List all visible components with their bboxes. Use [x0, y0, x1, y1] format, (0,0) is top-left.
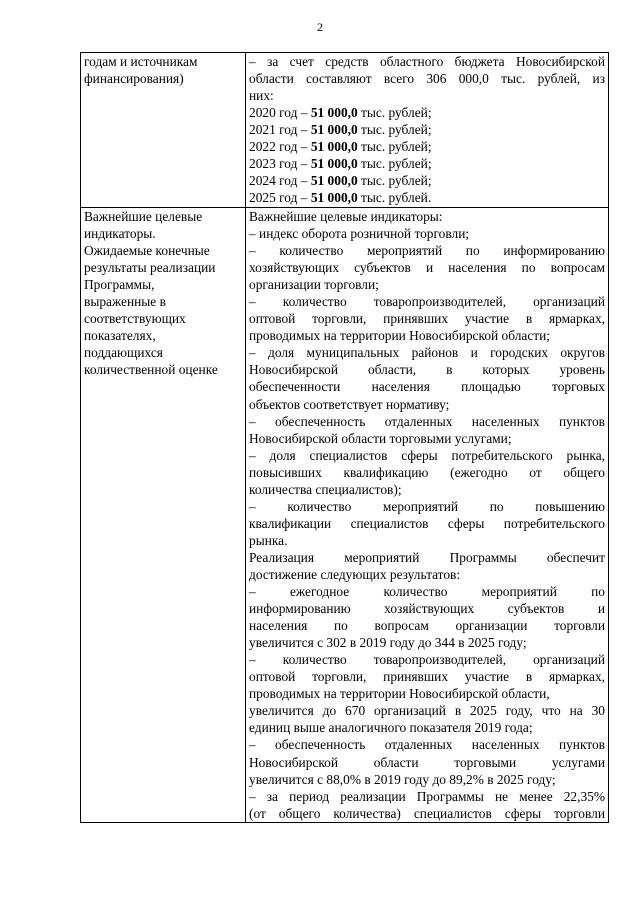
row-label-financing [81, 53, 246, 208]
text-line: оптовой торговли, принявших участие в ярмарках, [249, 669, 605, 685]
text-line: хозяйствующих субъектов и населения по вопросам [249, 260, 605, 276]
label-line: Важнейшие целевые [84, 209, 203, 224]
text-line: области составляют всего 306 000,0 тыс. рублей, из [249, 71, 605, 87]
year-unit: тыс. рублей. [357, 190, 432, 206]
text-line: Новосибирской области, в которых уровень [249, 362, 605, 378]
text-line: увеличится с 88,0% в 2019 году до 89,2% в 2025 году; [249, 771, 556, 787]
page-number: 2 [317, 20, 323, 34]
row-content-indicators [246, 208, 609, 823]
text-line: – индекс оборота розничной торговли; [249, 226, 470, 242]
funding-year-line [249, 172, 605, 189]
year-label: 2022 год – [249, 139, 311, 155]
text-line: обеспеченности населения площадью торговых [249, 379, 605, 395]
text-line: – за период реализации Программы не менее 22,35% [249, 788, 605, 804]
text-line: проводимых на территории Новосибирской области, [249, 686, 550, 702]
text-line: – обеспеченность отдаленных населенных пунктов [249, 737, 605, 753]
year-label: 2021 год – [249, 122, 311, 138]
text-line: увеличится до 670 организаций в 2025 году, что на 30 [249, 703, 605, 719]
program-passport-table [80, 52, 609, 823]
text-line: проводимых на территории Новосибирской области; [249, 328, 551, 344]
text-line: Реализация мероприятий Программы обеспечит [249, 549, 605, 565]
text-line: – количество мероприятий по повышению [249, 498, 605, 514]
year-amount: 51 000,0 [310, 105, 358, 121]
text-line: – за счет средств областного бюджета Новосибирской [249, 54, 605, 69]
text-line: Важнейшие целевые индикаторы: [249, 209, 443, 224]
label-line: индикаторы. [84, 226, 156, 242]
text-line: увеличится с 302 в 2019 году до 344 в 2025 году; [249, 635, 527, 651]
row-content-financing [246, 53, 609, 208]
label-line: финансирования) [84, 71, 184, 87]
text-line: организации торговли; [249, 277, 379, 293]
text-line: (от общего количества) специалистов сферы торговли [249, 805, 605, 821]
text-line: – количество мероприятий по информированию [249, 243, 605, 259]
text-line: населения по вопросам организации торговли [249, 618, 605, 634]
text-line: достижение следующих результатов: [249, 566, 461, 582]
text-line: информированию хозяйствующих субъектов и [249, 601, 605, 617]
year-unit: тыс. рублей; [357, 139, 432, 155]
year-unit: тыс. рублей; [357, 173, 432, 189]
year-unit: тыс. рублей; [357, 122, 432, 138]
text-line: Новосибирской области торговыми услугами [249, 754, 605, 770]
year-label: 2024 год – [249, 173, 311, 189]
row-label-indicators [81, 208, 246, 823]
table-row-financing [81, 53, 609, 208]
funding-year-line [249, 189, 605, 206]
label-line: показателях, [84, 328, 156, 344]
text-line: – количество товаропроизводителей, организаций [249, 294, 605, 310]
text-line: рынка. [249, 532, 288, 548]
year-label: 2023 год – [249, 156, 311, 172]
funding-year-line [249, 104, 605, 121]
text-line: – доля специалистов сферы потребительского рынка, [249, 447, 605, 463]
label-line: годам и источникам [84, 54, 198, 69]
year-label: 2020 год – [249, 105, 311, 121]
year-unit: тыс. рублей; [357, 156, 432, 172]
year-unit: тыс. рублей; [357, 105, 432, 121]
text-line: Новосибирской области торговыми услугами; [249, 430, 512, 446]
funding-year-line [249, 138, 605, 155]
year-amount: 51 000,0 [310, 139, 358, 155]
label-line: количественной оценке [84, 362, 218, 378]
label-line: результаты реализации [84, 260, 216, 276]
text-line: объектов соответствует нормативу; [249, 396, 450, 412]
text-line: оптовой торговли, принявших участие в ярмарках, [249, 311, 605, 327]
label-line: поддающихся [84, 345, 163, 361]
year-amount: 51 000,0 [310, 122, 358, 138]
year-amount: 51 000,0 [310, 156, 358, 172]
label-line: Программы, [84, 277, 155, 293]
label-line: выраженные в [84, 294, 166, 310]
text-line: – ежегодное количество мероприятий по [249, 584, 605, 600]
text-line: единиц выше аналогичного показателя 2019 года; [249, 720, 533, 736]
text-line: количества специалистов); [249, 481, 402, 497]
funding-year-line [249, 155, 605, 172]
text-line: – обеспеченность отдаленных населенных пунктов [249, 413, 605, 429]
year-amount: 51 000,0 [310, 190, 358, 206]
label-line: соответствующих [84, 311, 186, 327]
label-line: Ожидаемые конечные [84, 243, 210, 259]
text-line: квалификации специалистов сферы потребительского [249, 515, 605, 531]
funding-year-line [249, 121, 605, 138]
year-amount: 51 000,0 [310, 173, 358, 189]
text-line: них: [249, 88, 274, 104]
text-line: – количество товаропроизводителей, организаций [249, 652, 605, 668]
text-line: повысивших квалификацию (ежегодно от общего [249, 464, 605, 480]
text-line: – доля муниципальных районов и городских округов [249, 345, 605, 361]
year-label: 2025 год – [249, 190, 311, 206]
table-row-indicators [81, 208, 609, 823]
